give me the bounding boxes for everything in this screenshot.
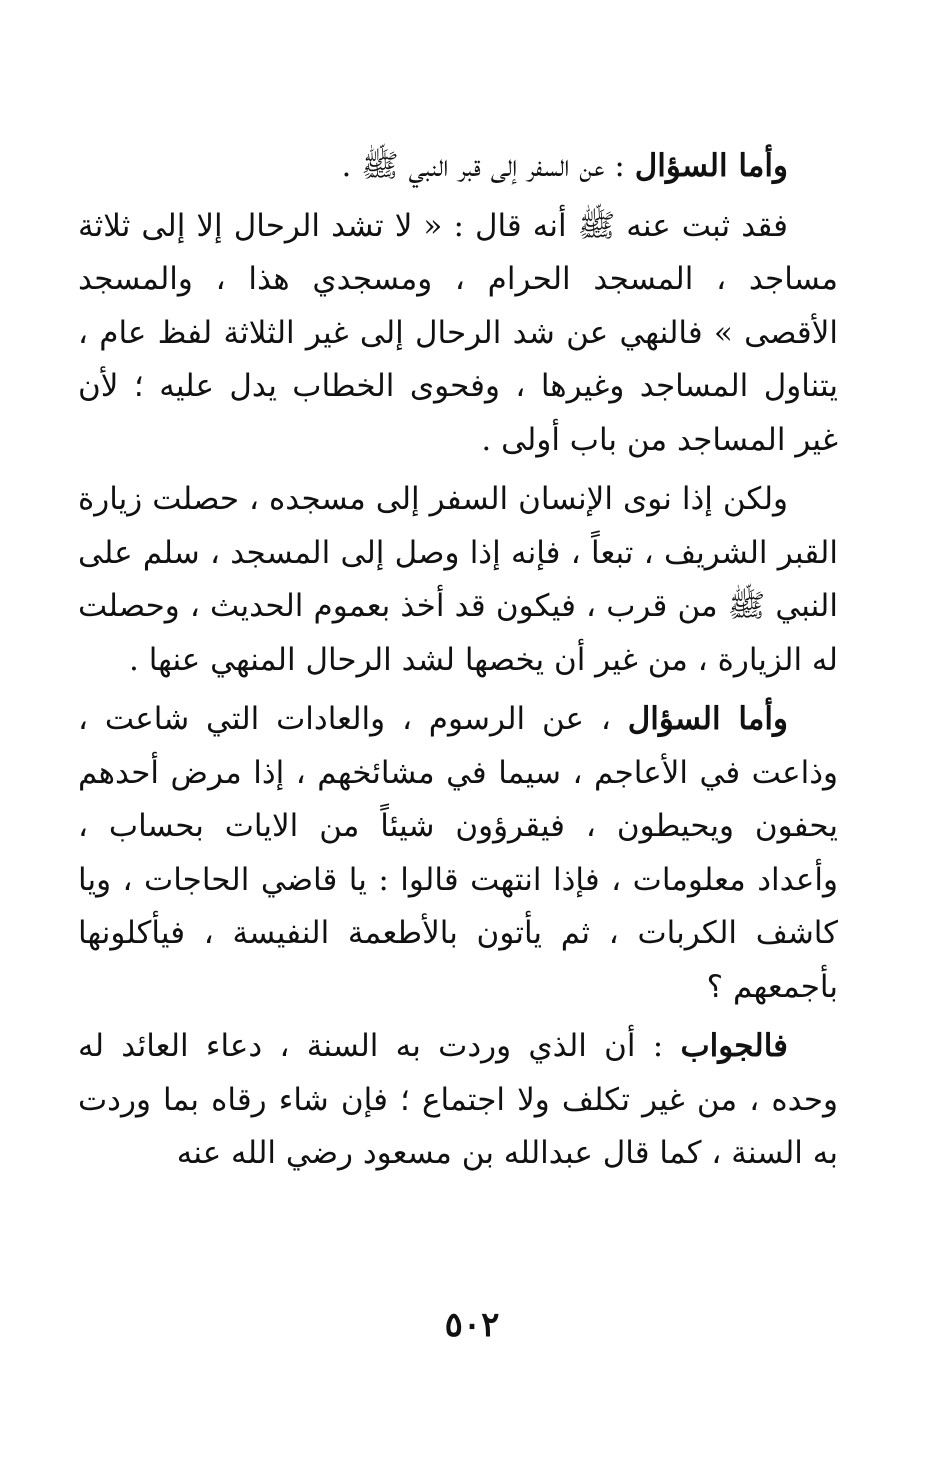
page-body xyxy=(78,140,838,1187)
paragraph-question-visit xyxy=(78,140,838,194)
paragraph-text: ولكن إذا نوى الإنسان السفر إلى مسجده ، حصلت زيارة القبر الشريف ، تبعاً ، فإنه إذا وصل إلى المسجد ، سلم على النبي ﷺ من قرب ، فيكون قد أخذ بعموم الحديث ، وحصلت له الزيارة ، من غير أن يخصها لشد الرحال المنهي عنها . xyxy=(78,481,838,678)
paragraph-intention xyxy=(78,473,838,687)
paragraph-text: فقد ثبت عنه ﷺ أنه قال : « لا تشد الرحال إلا إلى ثلاثة مساجد ، المسجد الحرام ، ومسجدي هذا ، والمسجد الأقصى » فالنهي عن شد الرحال إلى غير الثلاثة لفظ عام ، يتناول المساجد وغيرها ، وفحوى الخطاب يدل عليه ؛ لأن غير المساجد من باب أولى . xyxy=(78,207,838,458)
paragraph-text: ، عن الرسوم ، والعادات التي شاعت ، وذاعت في الأعاجم ، سيما في مشائخهم ، إذا مرض أحدهم يحفون ويحيطون ، فيقرؤون شيئاً من الايات بحساب ، وأعداد معلومات ، فإذا انتهت قالوا : يا قاضي الحاجات ، ويا كاشف الكربات ، ثم يأتون بالأطعمة النفيسة ، فيأكلونها بأجمعهم ؟ xyxy=(78,701,838,1005)
question-lead: وأما السؤال xyxy=(634,148,788,184)
paragraph-answer xyxy=(78,1020,838,1181)
paragraph-question-customs xyxy=(78,693,838,1014)
paragraph-text: : عن السفر إلى قبر النبي ﷺ . xyxy=(341,148,635,184)
answer-lead: فالجواب xyxy=(680,1028,788,1064)
question-lead: وأما السؤال xyxy=(627,701,788,737)
page-number: ٥٠٢ xyxy=(444,1305,500,1345)
paragraph-hadith xyxy=(78,200,838,468)
paragraph-text: : أن الذي وردت به السنة ، دعاء العائد له وحده ، من غير تكلف ولا اجتماع ؛ فإن شاء رقاه بما وردت به السنة ، كما قال عبدالله بن مسعود رضي الله عنه xyxy=(78,1028,838,1171)
